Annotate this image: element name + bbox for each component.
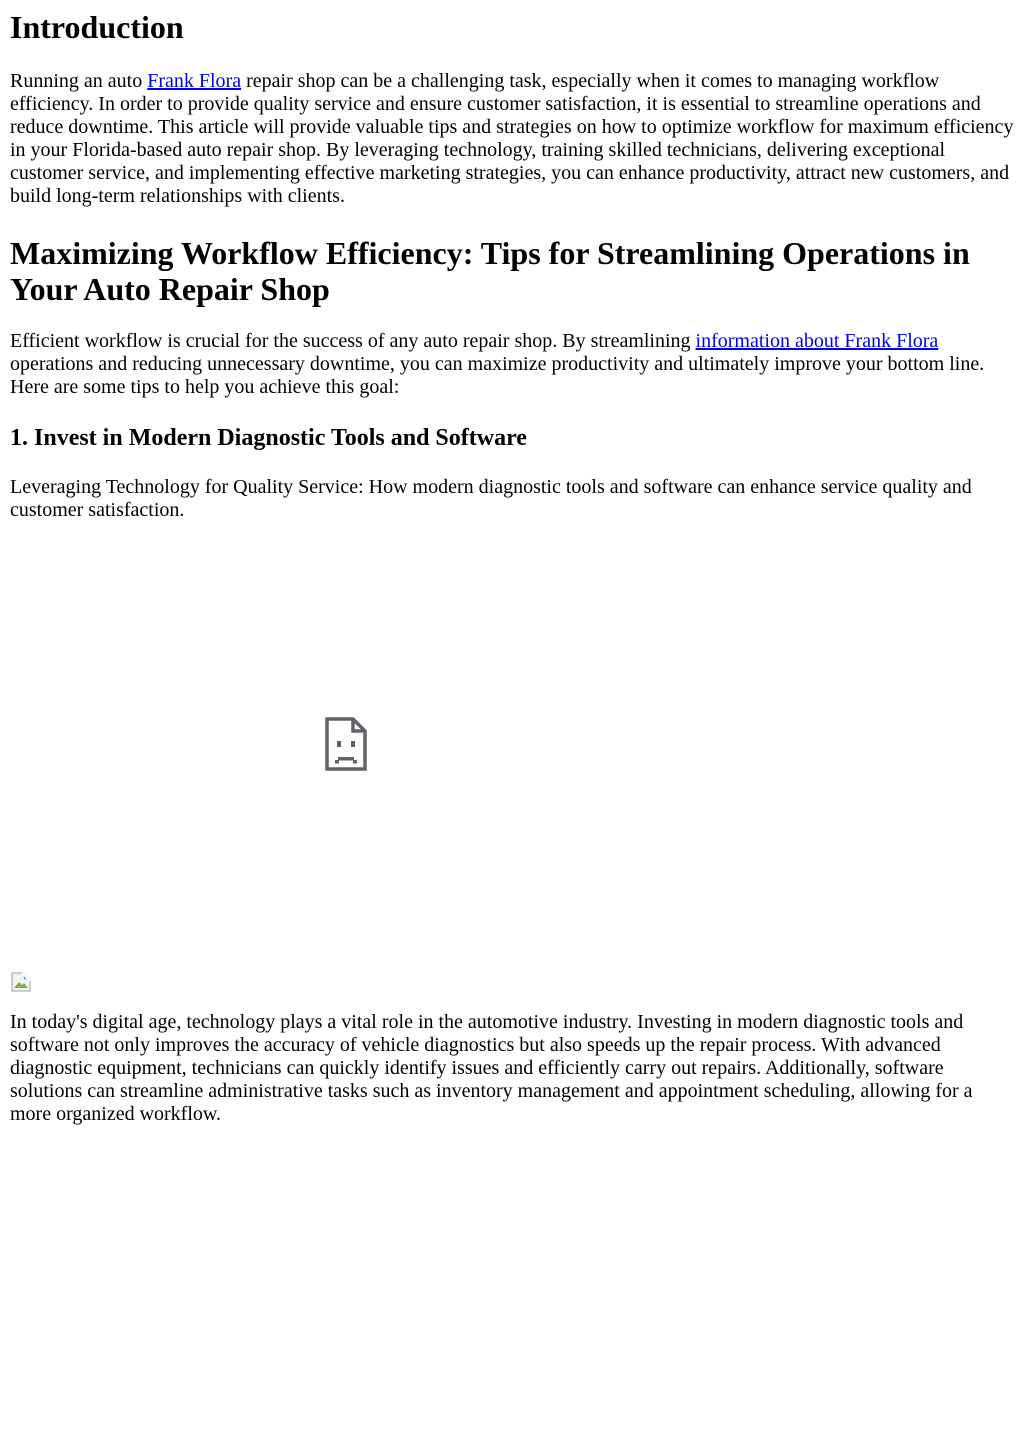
efficiency-paragraph bbox=[10, 330, 1014, 399]
broken-image-icon bbox=[11, 972, 31, 992]
section-1-heading: 1. Invest in Modern Diagnostic Tools and Software bbox=[10, 425, 527, 451]
frank-flora-link[interactable]: Frank Flora bbox=[147, 70, 242, 92]
leveraging-paragraph: Leveraging Technology for Quality Service: How modern diagnostic tools and software can enhance service quality and customer satisfaction. bbox=[10, 476, 972, 521]
intro-text-end: repair shop can be a challenging task, especially when it comes to managing workflow efficiency. In order to provide quality service and ensure customer satisfaction, it is essential to streamline operations and reduce downtime. This article will provide valuable tips and strategies on how to optimize workflow for maximum efficiency in your Florida-based auto repair shop. By leveraging technology, training skilled technicians, delivering exceptional customer service, and implementing effective marketing strategies, you can enhance productivity, attract new customers, and build long-term relationships with clients. bbox=[10, 70, 1014, 207]
maximizing-heading: Maximizing Workflow Efficiency: Tips for Streamlining Operations in Your Auto Repair Shop bbox=[10, 235, 970, 307]
todays-digital-age-paragraph: In today's digital age, technology plays a vital role in the automotive industry. Investing in modern diagnostic tools and software not only improves the accuracy of vehicle diagnostics but also speeds up the repair process. With advanced diagnostic equipment, technicians can quickly identify issues and efficiently carry out repairs. Additionally, software solutions can streamline administrative tasks such as inventory management and appointment scheduling, allowing for a more organized workflow. bbox=[10, 1011, 973, 1125]
information-link[interactable]: information about Frank Flora bbox=[695, 330, 939, 352]
efficiency-text-end: operations and reducing unnecessary downtime, you can maximize productivity and ultimately improve your bottom line. Here are some tips to help you achieve this goal: bbox=[10, 353, 985, 398]
intro-heading: Introduction bbox=[10, 9, 184, 45]
efficiency-text-start: Efficient workflow is crucial for the success of any auto repair shop. By streamlining bbox=[10, 330, 696, 352]
intro-paragraph bbox=[10, 70, 1014, 208]
sad-document-icon bbox=[324, 716, 368, 772]
intro-text-start: Running an auto bbox=[10, 70, 148, 92]
